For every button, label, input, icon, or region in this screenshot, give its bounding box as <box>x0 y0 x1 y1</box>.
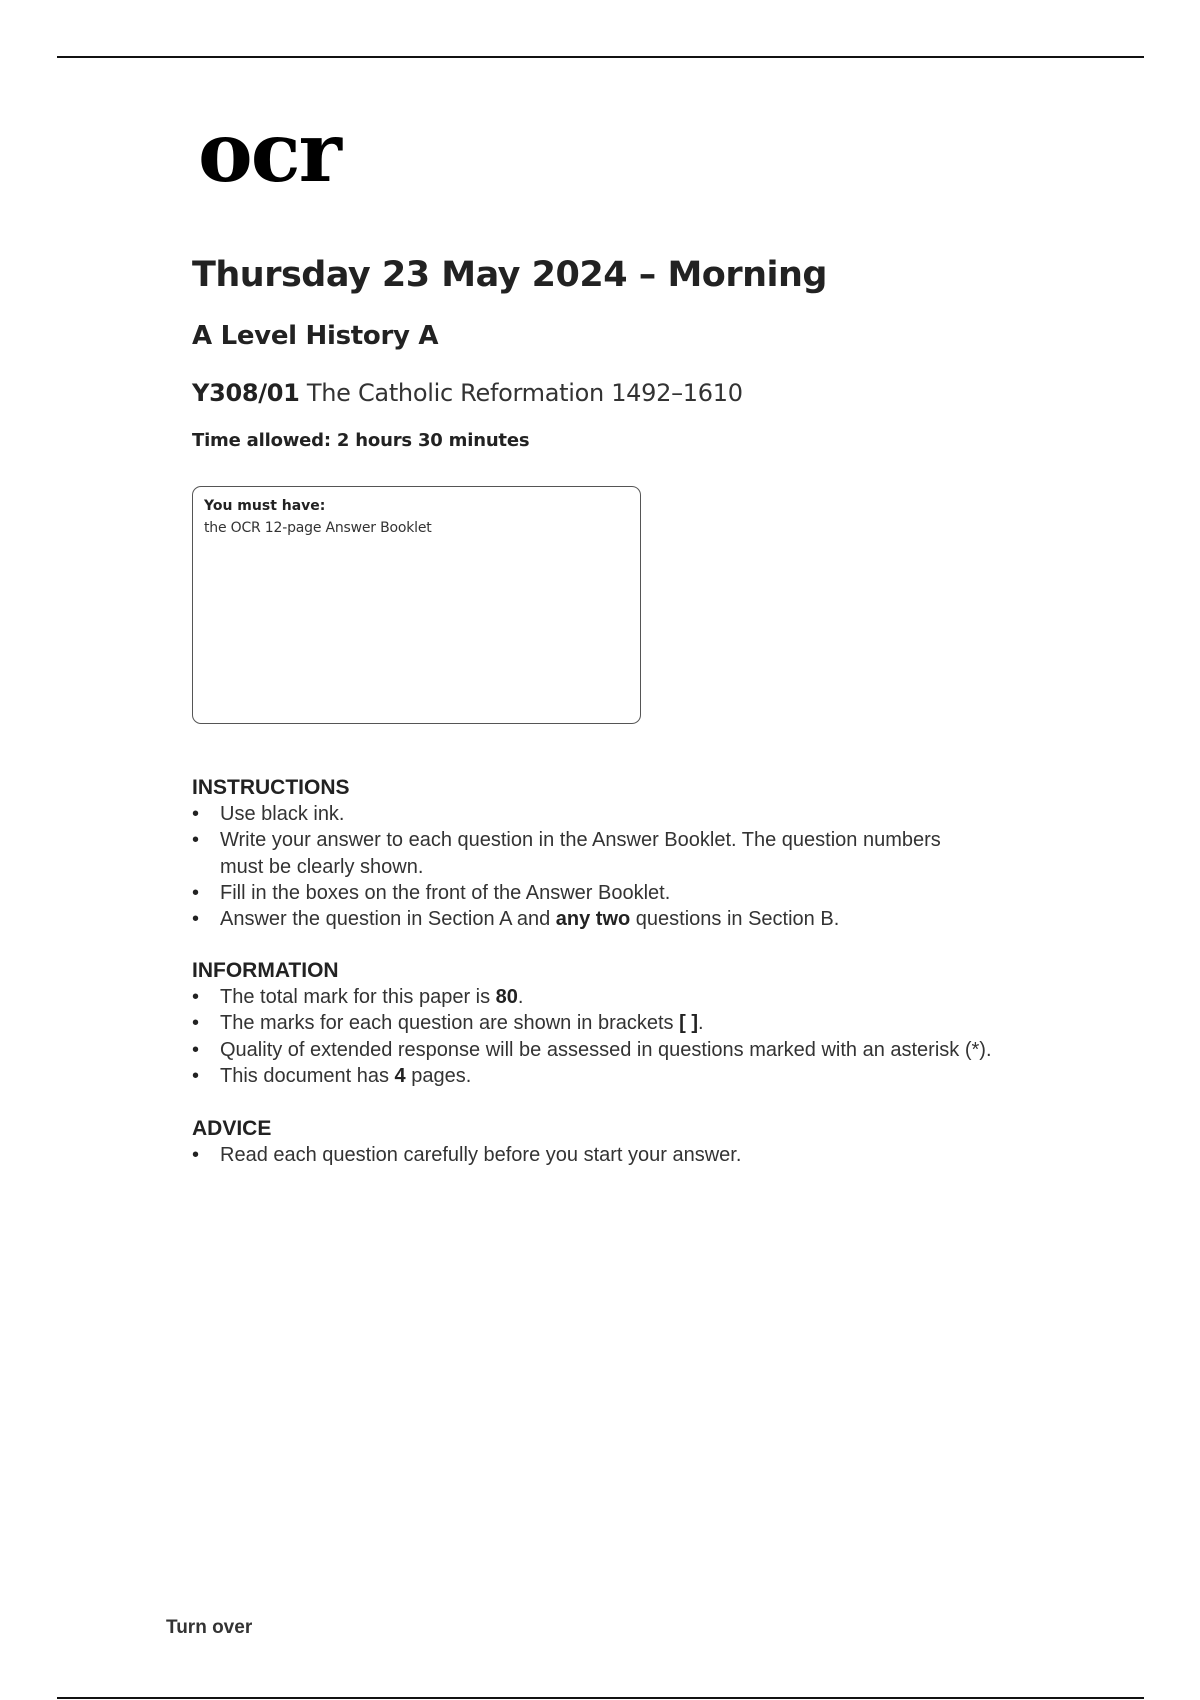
top-rule <box>57 56 1144 58</box>
advice-text: Read each question carefully before you start your answer. <box>220 1144 742 1166</box>
must-have-box <box>192 486 641 724</box>
information-text: . <box>517 986 524 1008</box>
instruction-item <box>192 801 1092 827</box>
qualification-heading: A Level History A <box>192 321 439 351</box>
time-allowed: Time allowed: 2 hours 30 minutes <box>192 430 530 451</box>
information-item <box>192 1010 1092 1036</box>
paper-title-line <box>192 380 743 406</box>
instructions-list <box>192 801 1092 932</box>
instruction-item <box>192 827 1092 880</box>
instructions-title: INSTRUCTIONS <box>192 776 350 799</box>
advice-title: ADVICE <box>192 1117 272 1140</box>
ocr-logo: ocr <box>198 105 340 201</box>
information-emphasis: 80 <box>495 986 518 1008</box>
information-item <box>192 984 1092 1010</box>
information-text: . <box>698 1012 704 1035</box>
instruction-text: Write your answer to each question in the Answer Booklet. The question numbers <box>220 829 941 852</box>
instruction-emphasis: any two <box>555 908 631 931</box>
instruction-text: Fill in the boxes on the front of the Answer Booklet. <box>220 881 671 904</box>
information-title: INFORMATION <box>192 959 339 982</box>
instruction-text: questions in Section B. <box>630 908 840 931</box>
instruction-text: Use black ink. <box>220 803 345 825</box>
information-text: The marks for each question are shown in brackets <box>220 1012 680 1035</box>
information-item <box>192 1063 1092 1089</box>
instruction-text-continued: must be clearly shown. <box>220 855 424 878</box>
information-emphasis: [ ] <box>679 1012 699 1035</box>
information-text: pages. <box>405 1064 472 1087</box>
turn-over-label: Turn over <box>166 1617 253 1638</box>
information-text: This document has <box>220 1064 395 1087</box>
must-have-item: the OCR 12-page Answer Booklet <box>204 520 432 536</box>
instructions-section <box>192 775 1092 932</box>
information-item <box>192 1037 1092 1063</box>
advice-section <box>192 1116 1092 1168</box>
information-section <box>192 958 1092 1089</box>
information-list <box>192 984 1092 1089</box>
paper-title: The Catholic Reformation 1492–1610 <box>306 379 743 407</box>
bottom-rule <box>57 1697 1144 1699</box>
instruction-item <box>192 880 1092 906</box>
information-text: Quality of extended response will be assessed in questions marked with an asterisk (*). <box>220 1038 992 1061</box>
instruction-text: Answer the question in Section A and <box>220 908 556 931</box>
information-text: The total mark for this paper is <box>220 986 496 1008</box>
advice-item <box>192 1142 1092 1168</box>
advice-list <box>192 1142 1092 1168</box>
instruction-item <box>192 906 1092 932</box>
paper-code: Y308/01 <box>192 379 300 407</box>
must-have-title: You must have: <box>204 498 326 514</box>
exam-date-heading: Thursday 23 May 2024 – Morning <box>192 255 827 295</box>
information-emphasis: 4 <box>394 1064 406 1087</box>
